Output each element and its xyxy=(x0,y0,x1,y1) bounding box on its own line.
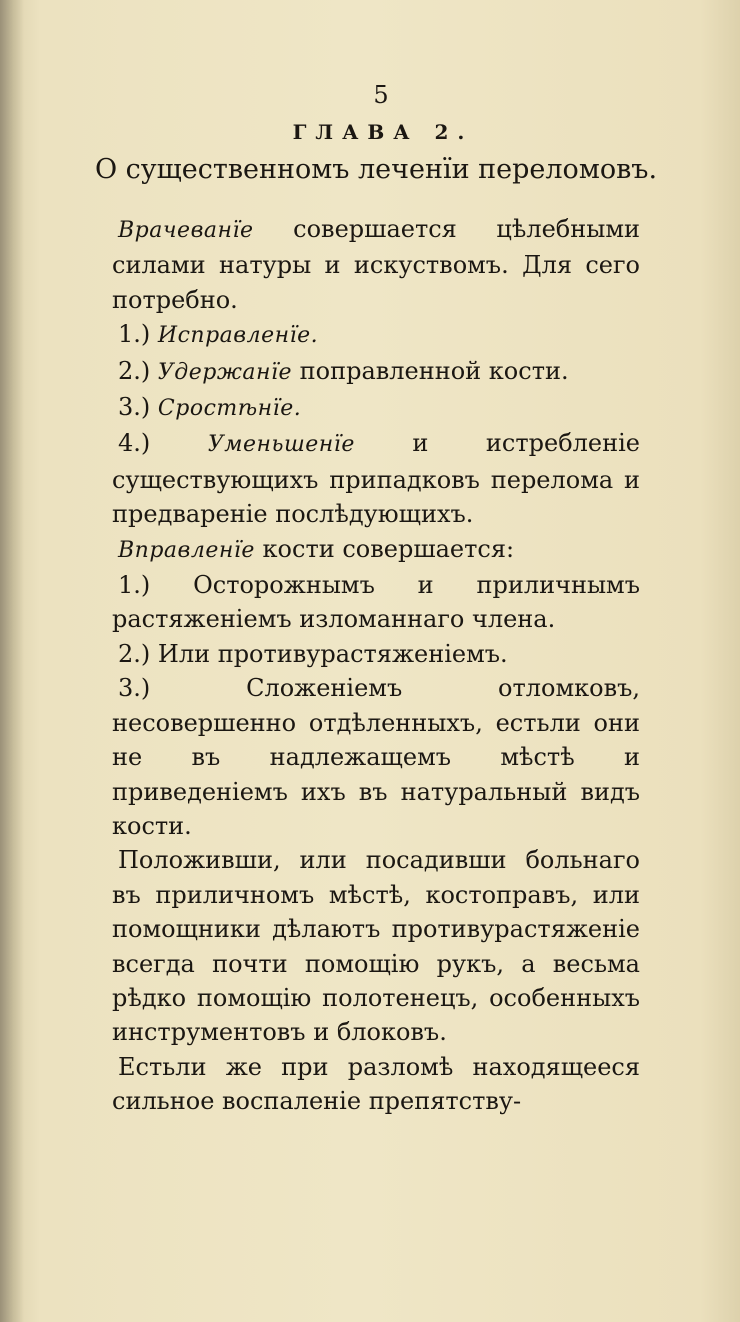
body-paragraph-continued: Естьли же при разломѣ находящееся сильное воспаленіе препятству- xyxy=(112,1052,640,1116)
intro-text: совершается цѣлебными силами натуры и искуствомъ. Для сего потребно. xyxy=(112,215,640,314)
chapter-title: О существенномъ леченїи переломовъ. xyxy=(94,154,658,185)
item-number: 1.) xyxy=(118,571,151,600)
item-number: 4.) xyxy=(118,429,151,458)
item-number: 2.) xyxy=(118,356,151,385)
list-item xyxy=(112,671,640,843)
list-item xyxy=(112,390,640,426)
item-lead: Уменьшенїе xyxy=(207,432,355,458)
list-item xyxy=(112,426,640,531)
intro-lead-word: Врачеванїе xyxy=(118,218,254,243)
item-text: Сложеніемъ отломковъ, несовершенно отдѣленныхъ, естьли они не въ надлежащемъ мѣстѣ и приведеніемъ ихъ въ натуральный видъ кости. xyxy=(112,674,640,840)
page-number: 5 xyxy=(373,81,389,109)
list-item xyxy=(112,568,640,637)
list-item xyxy=(112,317,640,353)
item-number: 2.) xyxy=(118,639,151,668)
item-lead: Удержанїе xyxy=(157,359,293,385)
item-text: поправленной кости. xyxy=(292,356,569,385)
chapter-heading: ГЛАВА 2. xyxy=(292,120,474,144)
page-gutter-shadow xyxy=(0,0,24,1322)
item-lead: Исправленїе. xyxy=(157,323,319,349)
page-text-block xyxy=(94,78,658,1119)
item-text: и истребленіе существующихъ припадковъ перелома и предвареніе послѣдующихъ. xyxy=(112,429,640,529)
item-number: 3.) xyxy=(118,393,151,422)
body-paragraph: Положивши, или посадивши больнаго въ приличномъ мѣстѣ, костоправъ, или помощники дѣлаютъ противурастяженіе всегда почти помощію рукъ, а весьма рѣдко помощію полотенецъ, особенныхъ инструментовъ и блоковъ. xyxy=(112,846,640,1047)
intro-paragraph xyxy=(112,212,640,317)
section-paragraph xyxy=(112,532,640,568)
item-number: 1.) xyxy=(118,320,151,349)
list-item xyxy=(112,637,640,671)
item-number: 3.) xyxy=(118,674,151,703)
section-text: кости совершается: xyxy=(254,534,515,563)
section-lead-word: Вправленїе xyxy=(118,537,255,563)
item-text: Или противурастяженіемъ. xyxy=(150,639,508,668)
item-lead: Сростѣнїе. xyxy=(157,396,302,422)
list-item xyxy=(112,354,640,390)
item-text: Осторожнымъ и приличнымъ растяженіемъ изломаннаго члена. xyxy=(112,571,640,634)
